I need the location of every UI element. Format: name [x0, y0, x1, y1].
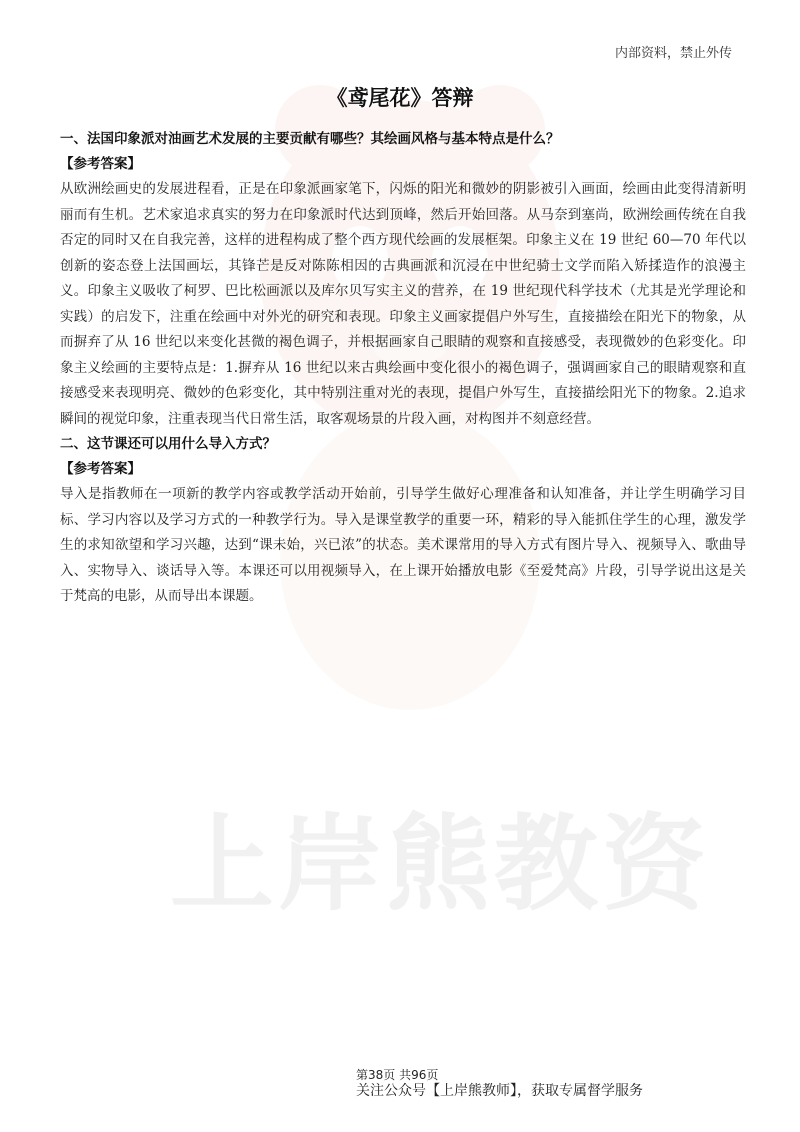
- page-title: 《鸢尾花》答辩: [326, 85, 474, 110]
- answer-paragraph: 从欧洲绘画史的发展进程看，正是在印象派画家笔下，闪烁的阳光和微妙的阴影被引入画面，绘画由此变得清新明丽而有生机。艺术家追求真实的努力在印象派时代达到顶峰，然后开始回落。从马奈到塞尚，欧洲绘画传统在自我否定的同时又在自我完善，这样的进程构成了整个西方现代绘画的发展框架。印象主义在 19 世纪 60—70 年代以创新的姿态登上法国画坛，其锋芒是反对陈陈相因的古典画派和沉浸在中世纪骑士文学而陷入矫揉造作的浪漫主义。印象主义吸收了柯罗、巴比松画派以及库尔贝写实主义的营养，在 19 世纪现代科学技术（尤其是光学理论和实践）的启发下，注重在绘画中对外光的研究和表现。印象主义画家提倡户外写生，直接描绘在阳光下的物象，从而摒弃了从 16 世纪以来变化甚微的褐色调子，并根据画家自己眼睛的观察和直接感受，表现微妙的色彩变化。印象主义绘画的主要特点是：1.摒弃从 16 世纪以来古典绘画中变化很小的褐色调子，强调画家自己的眼睛观察和直接感受来表现明亮、微妙的色彩变化，其中特别注重对光的表现，提倡户外写生，直接描绘阳光下的物象。2.追求瞬间的视觉印象，注重表现当代日常生活，取客观场景的片段入画，对构图并不刻意经营。: [60, 181, 746, 427]
- answer-label: 【参考答案】: [60, 156, 141, 172]
- section-1: [60, 127, 746, 432]
- document-body: [60, 127, 746, 610]
- answer-label: 【参考答案】: [60, 461, 141, 477]
- question-heading: 二、这节课还可以用什么导入方式？: [60, 436, 276, 452]
- confidential-notice: 内部资料，禁止外传: [614, 46, 732, 61]
- answer-paragraph: 导入是指教师在一项新的教学内容或教学活动开始前，引导学生做好心理准备和认知准备，并让学生明确学习目标、学习内容以及学习方式的一种教学行为。导入是课堂教学的重要一环，精彩的导入能抓住学生的心理，激发学生的求知欲望和学习兴趣，达到“课未始，兴已浓”的状态。美术课常用的导入方式有图片导入、视频导入、歌曲导入、实物导入、谈话导入等。本课还可以用视频导入，在上课开始播放电影《至爱梵高》片段，引导学说出这是关于梵高的电影，从而导出本课题。: [60, 486, 746, 604]
- watermark-text: 上岸熊教资: [170, 803, 711, 925]
- page-footer: [356, 1068, 643, 1100]
- page-number: 第38页 共96页: [356, 1068, 439, 1082]
- footer-promo: 关注公众号【上岸熊教师】，获取专属督学服务: [356, 1083, 643, 1099]
- question-heading: 一、法国印象派对油画艺术发展的主要贡献有哪些？其绘画风格与基本特点是什么？: [60, 131, 560, 147]
- section-2: [60, 432, 746, 610]
